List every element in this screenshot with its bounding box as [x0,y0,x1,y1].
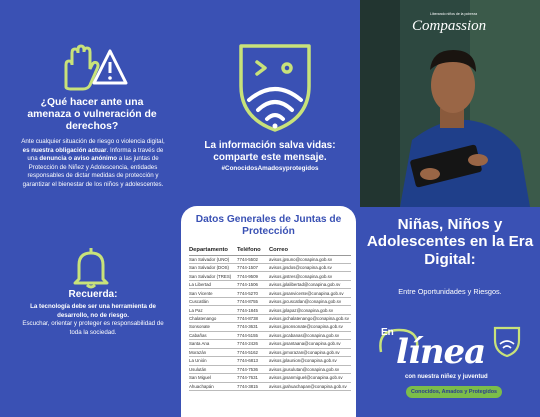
email-cell[interactable]: avisos.jpmorazan@conapina.gob.sv [269,348,351,356]
email-cell[interactable]: avisos.jpstres@conapina.gob.sv [269,272,351,280]
table-row [189,374,351,382]
phone-cell: 7744-9509 [237,272,269,280]
department-cell: San Salvador (UNO) [189,255,237,263]
department-cell: Cuscatlán [189,297,237,305]
phone-cell: 7744-1507 [237,263,269,271]
table-row [189,340,351,348]
email-cell[interactable]: avisos.jpsonsonate@conapina.gob.sv [269,323,351,331]
phone-cell: 7744-5270 [237,289,269,297]
table-row [189,323,351,331]
linea-word: línea [396,332,486,372]
department-cell: San Salvador (DOS) [189,263,237,271]
table-row [189,297,351,305]
protection-boards-card [181,206,356,417]
department-cell: La Libertad [189,280,237,288]
table-row [189,357,351,365]
email-cell[interactable]: avisos.jpsantaana@conapina.gob.sv [269,340,351,348]
phone-cell: 7744-7536 [237,365,269,373]
linea-subtitle: con nuestra niñez y juventud [405,374,488,380]
phone-cell: 7744-8738 [237,314,269,322]
column-header: Departamento [189,246,237,255]
hashtag: #ConocidosAmadosyprotegidos [221,165,319,172]
email-cell[interactable]: avisos.jpsuno@conapina.gob.sv [269,255,351,263]
column-header: Correo [269,246,351,255]
email-cell[interactable]: avisos.jplapaz@conapina.gob.sv [269,306,351,314]
phone-cell: 7744-6813 [237,357,269,365]
phone-cell: 7744-8755 [237,297,269,305]
department-cell: Usulután [189,365,237,373]
threat-heading: ¿Qué hacer ante una amenaza o vulneración de derechos? [27,97,157,132]
conocidos-pill: Conocidos, Amados y Protegidos [406,386,502,398]
table-row [189,314,351,322]
table-row [189,289,351,297]
protection-boards-table [189,246,351,391]
share-message: La información salva vidas: comparte este mensaje. [204,140,336,163]
email-cell[interactable]: avisos.jpcuscatlan@conapina.gob.sv [269,297,351,305]
table-row [189,263,351,271]
table-row [189,331,351,339]
email-cell[interactable]: avisos.jpsdos@conapina.gob.sv [269,263,351,271]
table-header-row [189,246,351,255]
email-cell[interactable]: avisos.jpusulutan@conapina.gob.sv [269,365,351,373]
department-cell: Ahuachapán [189,382,237,390]
department-cell: Cabañas [189,331,237,339]
email-cell[interactable]: avisos.jpsanmiguel@conapina.gob.sv [269,374,351,382]
bell-icon [71,247,111,289]
department-cell: Chalatenango [189,314,237,322]
recuerda-body: La tecnología debe ser una herramienta de desarrollo, no de riesgo. Escuchar, orientar y proteger es responsabilidad de toda la sociedad. [22,303,164,336]
department-cell: San Salvador (TRES) [189,272,237,280]
department-cell: La Unión [189,357,237,365]
email-cell[interactable]: avisos.jpchalatenango@conapina.gob.sv [269,314,351,322]
phone-cell: 7744-7631 [237,374,269,382]
recuerda-heading: Recuerda: [68,289,118,300]
email-cell[interactable]: avisos.jpsanvicente@conapina.gob.sv [269,289,351,297]
table-row [189,306,351,314]
stop-hand-warning-icon [58,43,128,93]
phone-cell: 7744-5155 [237,331,269,339]
phone-cell: 7744-5502 [237,255,269,263]
compassion-logo: Compassion [412,18,487,34]
cover-subtitle: Entre Oportunidades y Riesgos. [398,287,502,296]
shield-wifi-icon [235,38,315,134]
email-cell[interactable]: avisos.jpahuachapan@conapina.gob.sv [269,382,351,390]
table-row [189,382,351,390]
email-cell[interactable]: avisos.jplalibertad@conapina.gob.sv [269,280,351,288]
department-cell: San Vicente [189,289,237,297]
phone-cell: 7744-5162 [237,348,269,356]
table-row [189,272,351,280]
email-cell[interactable]: avisos.jplaunion@conapina.gob.sv [269,357,351,365]
email-cell[interactable]: avisos.jpcabanas@conapina.gob.sv [269,331,351,339]
threat-body: Ante cualquier situación de riesgo o violencia digital, es nuestra obligación actuar. Informa a través de una denuncia o aviso anónimo a las juntas de Protección de Niñez y Adolescencia, entidades responsables de dictar medidas de protección y garantizar el bienestar de los niños y adolescentes. [21,138,165,188]
department-cell: Morazán [189,348,237,356]
phone-cell: 7744-3631 [237,323,269,331]
department-cell: San Miguel [189,374,237,382]
logo-tagline: Liberando niños de la pobreza [430,12,478,16]
phone-cell: 7744-1506 [237,280,269,288]
table-row [189,280,351,288]
phone-cell: 7744-2426 [237,340,269,348]
phone-cell: 7744-3815 [237,382,269,390]
phone-cell: 7744-1845 [237,306,269,314]
table-row [189,348,351,356]
en-word: En [381,327,394,338]
department-cell: La Paz [189,306,237,314]
department-cell: Sonsonate [189,323,237,331]
table-title: Datos Generales de Juntas de Protección [195,214,342,237]
table-row [189,365,351,373]
department-cell: Santa Ana [189,340,237,348]
table-row [189,255,351,263]
cover-title: Niñas, Niños y Adolescentes en la Era Digital: [366,216,534,268]
column-header: Teléfono [237,246,269,255]
